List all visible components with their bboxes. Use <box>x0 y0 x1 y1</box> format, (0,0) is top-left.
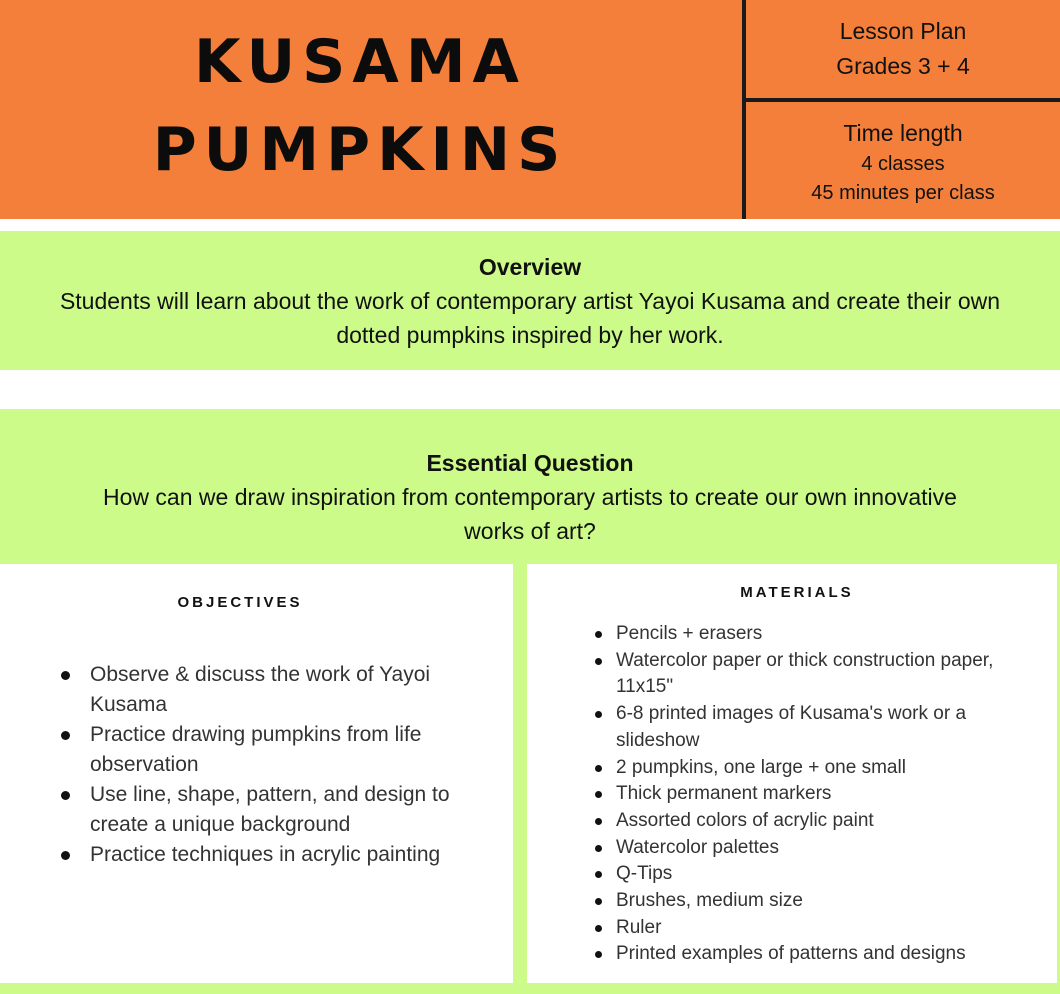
list-item: Watercolor paper or thick construction paper, 11x15" <box>616 648 1036 701</box>
list-item: Printed examples of patterns and designs <box>616 941 1036 968</box>
grades-label: Grades 3 + 4 <box>836 53 970 79</box>
time-length-label: Time length <box>843 120 963 146</box>
materials-list <box>616 621 1036 968</box>
overview-text: Students will learn about the work of contemporary artist Yayoi Kusama and create their own dotted pumpkins inspired by her work. <box>59 288 1001 348</box>
title-line-2: PUMPKINS <box>152 115 568 185</box>
objectives-column <box>0 564 513 983</box>
time-length-box <box>746 102 1060 219</box>
list-item: Observe & discuss the work of Yayoi Kusama <box>90 660 470 720</box>
objectives-list <box>90 660 470 870</box>
list-item: Ruler <box>616 915 1036 942</box>
list-item: 6-8 printed images of Kusama's work or a slideshow <box>616 701 1036 754</box>
list-item: Use line, shape, pattern, and design to create a unique background <box>90 780 470 840</box>
list-item: Thick permanent markers <box>616 781 1036 808</box>
lesson-plan-label: Lesson Plan <box>839 18 967 44</box>
spacer <box>0 370 1060 409</box>
list-item: Brushes, medium size <box>616 888 1036 915</box>
lesson-plan-box <box>746 0 1060 98</box>
spacer <box>0 219 1060 231</box>
essential-question-text: How can we draw inspiration from contemporary artists to create our own innovative works of art? <box>103 484 957 544</box>
list-item: Assorted colors of acrylic paint <box>616 808 1036 835</box>
list-item: Pencils + erasers <box>616 621 1036 648</box>
materials-column <box>527 564 1057 983</box>
list-item: Watercolor palettes <box>616 835 1036 862</box>
list-item: Practice techniques in acrylic painting <box>90 840 470 870</box>
classes-count: 4 classes <box>861 153 945 175</box>
list-item: Practice drawing pumpkins from life observation <box>90 720 470 780</box>
title-line-1: KUSAMA <box>194 27 526 97</box>
essential-question-section <box>0 409 1060 564</box>
list-item: Q-Tips <box>616 861 1036 888</box>
essential-question-heading: Essential Question <box>426 450 634 476</box>
overview-section <box>0 231 1060 370</box>
lesson-title <box>90 18 630 208</box>
minutes-per-class: 45 minutes per class <box>811 182 995 204</box>
list-item: 2 pumpkins, one large + one small <box>616 755 1036 782</box>
materials-heading: MATERIALS <box>740 584 854 601</box>
objectives-heading: OBJECTIVES <box>177 594 303 611</box>
overview-heading: Overview <box>478 254 582 280</box>
